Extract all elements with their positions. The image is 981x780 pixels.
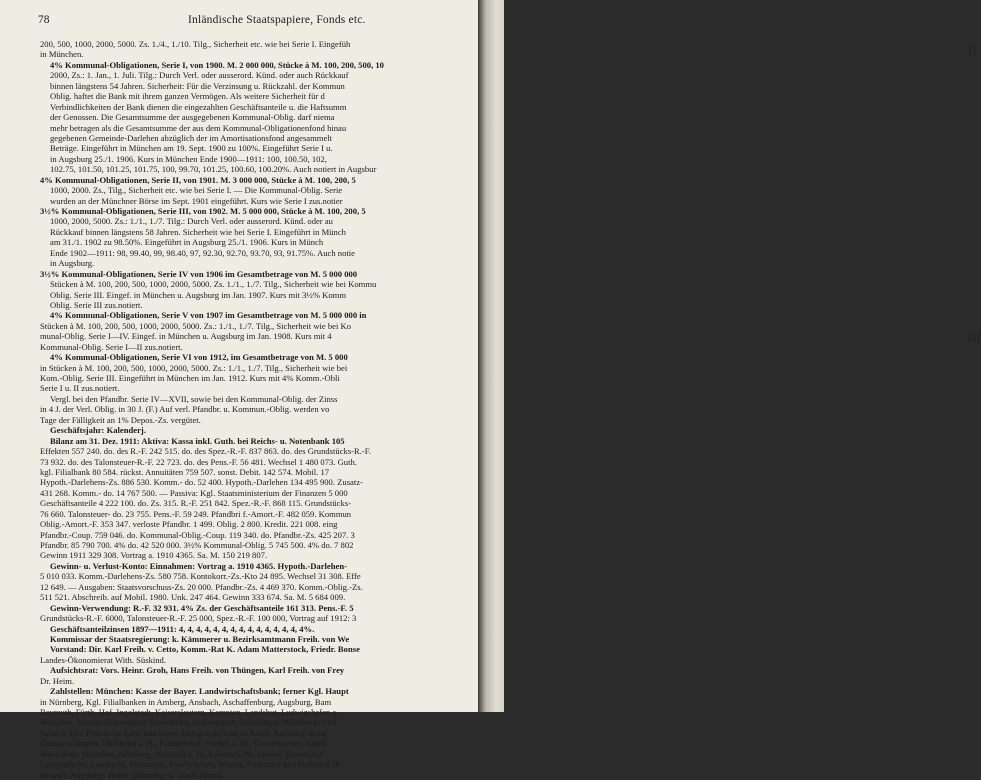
- page-number: 78: [38, 14, 50, 26]
- text-line: in München.: [40, 49, 84, 60]
- text-line: wurden an der Münchner Börse im Sept. 1901 eingeführt. Kurs wie Serie I zus.notier: [50, 195, 343, 206]
- text-line: Gewinn- u. Verlust-Konto: Einnahmen: Vortrag a. 1910 4365. Hypoth.-Darlehen-: [50, 560, 347, 571]
- text-line: 1000, 2000, 5000. Zs.: 1./1., 1./7. Tilg.: Durch Verl. oder ausserord. Künd. oder au: [50, 216, 333, 227]
- text-line: am 31./1. 1902 zu 98.50%. Eingeführt in Augsburg 25./1. 1906. Kurs in Münch: [50, 237, 324, 248]
- text-line: in Stücken à M. 100, 200, 500, 1000, 2000, 5000. Zs.: 1./1., 1./7. Tilg., Sicherheit wie bei: [40, 362, 348, 373]
- text-line: Oblig.-Amort.-F. 353 347. verloste Pfandbr. 1 499. Oblig. 2 800. Kredit. 221 008. eing: [40, 519, 338, 530]
- text-line: 431 268. Komm.- do. 14 767 500. — Passiva: Kgl. Staatsministerium der Finanzen 5 000: [40, 487, 348, 498]
- text-line: Bilanz am 31. Dez. 1911: Aktiva: Kassa inkl. Guth. bei Reichs- u. Notenbank 105: [50, 435, 345, 446]
- text-line: 4% Kommunal-Obligationen, Serie I, von 1900. M. 2 000 000, Stücke à M. 100, 200, 500, 10: [50, 59, 384, 70]
- text-line: 2000, Zs.: 1. Jan., 1. Juli. Tilg.: Durch Verl. oder ausserord. Künd. oder auch Rückkauf: [50, 70, 349, 81]
- text-line: Pfandbr. 85 790 700. 4% do. 42 520 000. 3½% Kommunal-Oblig. 5 745 500. 4% do. 7 802: [40, 540, 354, 550]
- text-line: Gewinn 1911 329 308. Vortrag a. 1910 4365. Sa. M. 150 219 807.: [40, 550, 268, 561]
- text-line: Gewinn-Verwendung: R.-F. 32 931. 4% Zs. der Geschäftsanteile 161 313. Pens.-F. 5: [50, 602, 354, 613]
- text-line: Vergl. bei den Pfandbr. Serie IV—XVII, sowie bei den Kommunal-Oblig. der Zinss: [50, 393, 338, 404]
- text-line: hafen a. Rh.: Pfälzische Bank und deren Zweigniederlass. in Alzey, Bamberg, Bens: [40, 727, 327, 738]
- text-line: 5 010 033. Komm.-Darlehens-Zs. 580 758. Kontokorr.-Zs.-Kto 24 895. Wechsel 31 308. Effe: [40, 571, 361, 582]
- text-line: 200, 500, 1000, 2000, 5000. Zs. 1./4., 1./10. Tilg., Sicherheit etc. wie bei Serie I. Eingefüh: [40, 39, 351, 49]
- facing-page-edge: [478, 0, 981, 712]
- page-header: [38, 14, 458, 28]
- text-line: hessen); Augsburg: Bayer. Disconto- u. Wechselbank.: [40, 769, 225, 780]
- text-line: Effekten 557 240. do. des R.-F. 242 515. do. des Spez.-R.-F. 837 863. do. des Grundstücks-R.-F.: [40, 446, 372, 457]
- text-line: Serie I u. II zus.notiert.: [40, 383, 120, 394]
- text-line: 4% Kommunal-Obligationen, Serie II, von 1901. M. 3 000 000, Stücke à M. 100, 200, 5: [40, 174, 356, 185]
- text-line: Oblig. haftet die Bank mit ihrem ganzen Vermögen. Als weitere Sicherheit für d: [50, 91, 325, 102]
- text-line: Verbindlichkeiten der Bank dienen die eingezahlten Geschäftsanteile u. die Haftsumm: [50, 101, 347, 112]
- text-line: in Nürnberg, Kgl. Filialbanken in Amberg, Ansbach, Aschaffenburg, Augsburg, Bam: [40, 696, 332, 707]
- running-title: Inländische Staatspapiere, Fonds etc.: [188, 14, 366, 26]
- text-line: Rückkauf binnen längstens 58 Jahren. Sicherheit wie bei Serie I. Eingeführt in Münch: [50, 226, 346, 237]
- text-line: 12 649. — Ausgaben: Staatsvorschuss-Zs. 20 000. Pfandbr.-Zs. 4 469 370. Komm.-Oblig.-Zs.: [40, 581, 363, 592]
- text-line: Tage der Fälligkeit an 1% Depos.-Zs. vergütet.: [40, 414, 201, 425]
- text-line: der Genossen. Die Gesamtsumme der ausgegebenen Kommunal-Oblig. darf niema: [50, 112, 335, 123]
- text-line: Donaueschingen, Dürkheim a. H., Frankenthal, Frankf. a. M., Germersheim, Homb: [40, 738, 327, 749]
- text-line: Mannheim, München, Nürnberg, Neustadt a. H., Landau i. Pf., Speyer, Kaiserslau: [40, 748, 322, 759]
- text-line: Kom.-Oblig. Serie III. Eingeführt in München im Jan. 1912. Kurs mit 4% Komm.-Obli: [40, 373, 340, 383]
- text-line: Grundstücks-R.-F. 6000, Talonsteuer-R.-F. 25 000, Spez.-R.-F. 100 000, Vortrag auf 1912: 3: [40, 613, 357, 624]
- text-line: Landes-Ökonomierat With. Süskind.: [40, 654, 166, 665]
- text-line: Vorstand: Dir. Karl Freih. v. Cetto, Komm.-Rat K. Adam Matterstock, Friedr. Bonse: [50, 644, 360, 655]
- facing-page-fragment: Gl: [968, 330, 981, 345]
- text-line: Hypoth.-Darlehens-Zs. 886 530. Komm.- do. 52 400. Hypoth.-Darlehen 134 495 900. Zusatz-: [40, 477, 363, 488]
- text-line: Stücken à M. 100, 200, 500, 1000, 2000, 5000. Zs. 1./1., 1./7. Tilg., Sicherheit wie bei Kommu: [50, 279, 377, 290]
- text-line: Dr. Heim.: [40, 675, 75, 686]
- text-line: mehr betragen als die Gesamtsumme der aus dem Kommunal-Obligationenfond hinau: [50, 122, 347, 133]
- text-line: Ende 1902—1911: 98, 99.40, 99, 98.40, 97, 92.30, 92.70, 93.70, 93, 91.75%. Auch notie: [50, 247, 355, 258]
- text-line: Aufsichtsrat: Vors. Heinr. Groh, Hans Freih. von Thüngen, Karl Freih. von Frey: [50, 665, 345, 676]
- text-line: kgl. Filialbank 80 584. rückst. Annuitäten 759 507. sonst. Debit. 142 574. Mobil. 17: [40, 466, 330, 477]
- text-line: gegebenen Gemeinde-Darlehen abzüglich der im Amortisationsfond angesammelt: [50, 132, 333, 143]
- text-line: Geschäftsanteile 4 222 100. do. Zs. 315. R.-F. 251 842. Spez.-R.-F. 868 115. Grundstücks-: [40, 498, 351, 509]
- text-line: Beträge. Eingeführt in München am 19. Sept. 1900 zu 100%. Eingeführt Serie I u.: [50, 143, 333, 154]
- text-line: 4% Kommunal-Obligationen, Serie VI von 1912, im Gesamtbetrage von M. 5 000: [50, 352, 348, 363]
- text-line: 4% Kommunal-Obligationen, Serie V von 1907 im Gesamtbetrage von M. 5 000 000 in: [50, 310, 367, 321]
- facing-page-fragment: B: [968, 44, 977, 59]
- text-line: 76 660. Talonsteuer- do. 23 755. Pens.-F. 59 249. Pfandbri f.-Amort.-F. 482 059. Kommun: [40, 508, 352, 519]
- text-line: 1000, 2000. Zs., Tilg., Sicherheit etc. wie bei Serie I. — Die Kommunal-Oblig. Serie: [50, 185, 343, 196]
- text-line: Geschäftsanteilzinsen 1897—1911: 4, 4, 4, 4, 4, 4, 4, 4, 4, 4, 4, 4, 4, 4, 4%.: [50, 623, 315, 634]
- text-line: Oblig. Serie III. Eingef. in München u. Augsburg im Jan. 1907. Kurs mit 3½% Komm: [50, 289, 347, 300]
- text-line: Kommissar der Staatsregierung: k. Kämmerer u. Bezirksamtmann Freih. von We: [50, 633, 350, 644]
- text-line: munal-Oblig. Serie I—IV. Eingef. in München u. Augsburg im Jan. 1908. Kurs mit 4: [40, 331, 332, 342]
- text-line: in Augsburg 25./1. 1906. Kurs in München Ende 1900—1911: 100, 100.50, 102,: [50, 153, 327, 164]
- text-line: Oblig. Serie III zus.notiert.: [50, 299, 143, 310]
- text-line: Kommunal-Oblig. Serie I—II zus.notiert.: [40, 341, 183, 352]
- text-line: binnen längstens 54 Jahren. Sicherheit: Für die Verzinsung u. Rückzahl. der Kommun: [50, 80, 345, 91]
- book-page: [0, 0, 478, 780]
- text-line: 73 932. do. des Talonsteuer-R.-F. 22 723. do. des Pens.-F. 56 481. Wechsel 1 480 073. Guth.: [40, 456, 357, 467]
- text-line: in 4 J. der Verl. Oblig. in 30 J. (F.) Auf verl. Pfandbr. u. Kommun.-Oblig. werden vo: [40, 404, 330, 415]
- text-line: in Augsburg.: [50, 258, 95, 269]
- text-line: 3½% Kommunal-Obligationen, Serie III, von 1902. M. 5 000 000, Stücke à M. 100, 200, 5: [40, 206, 366, 216]
- page-body-text: [40, 39, 468, 780]
- text-line: 3½% Kommunal-Obligationen, Serie IV von 1906 im Gesamtbetrage von M. 5 000 000: [40, 268, 358, 279]
- text-line: Geschäftsjahr: Kalenderj.: [50, 425, 146, 436]
- text-line: Stücken à M. 100, 200, 500, 1000, 2000, 5000. Zs.: 1./1., 1./7. Tilg., Sicherheit wie bei Ko: [40, 320, 352, 331]
- text-line: Zahlstellen: München: Kasse der Bayer. Landwirtschaftsbank; ferner Kgl. Haupt: [50, 686, 349, 697]
- text-line: München, Passau, Regensburg, Rosenheim, Schweinfurt, Straubing u. Würzburg; Lud: [40, 717, 336, 728]
- text-line: Lampertheim, Landstuhl, Pirmasens, Zweibrücken, Worms, Grünstadt und Osthofen (R: [40, 759, 341, 770]
- text-line: Bayreuth, Fürth, Hof, Ingolstadt, Kaiserslautern, Kempten, Landshut, Ludwigshafen a.: [40, 707, 339, 717]
- text-line: 511 521. Abschreib. auf Mobil. 1980. Unk. 247 464. Gewinn 333 674. Sa. M. 5 684 009.: [40, 592, 346, 603]
- text-line: 102.75, 101.50, 101.25, 101.75, 100, 99.70, 101.25, 100.60, 100.20%. Auch notiert in Augsbur: [50, 164, 377, 175]
- text-line: Pfandbr.-Coup. 759 046. do. Kommunal-Oblig.-Coup. 119 340. do. Pfandbr.-Zs. 425 207. 3: [40, 529, 355, 540]
